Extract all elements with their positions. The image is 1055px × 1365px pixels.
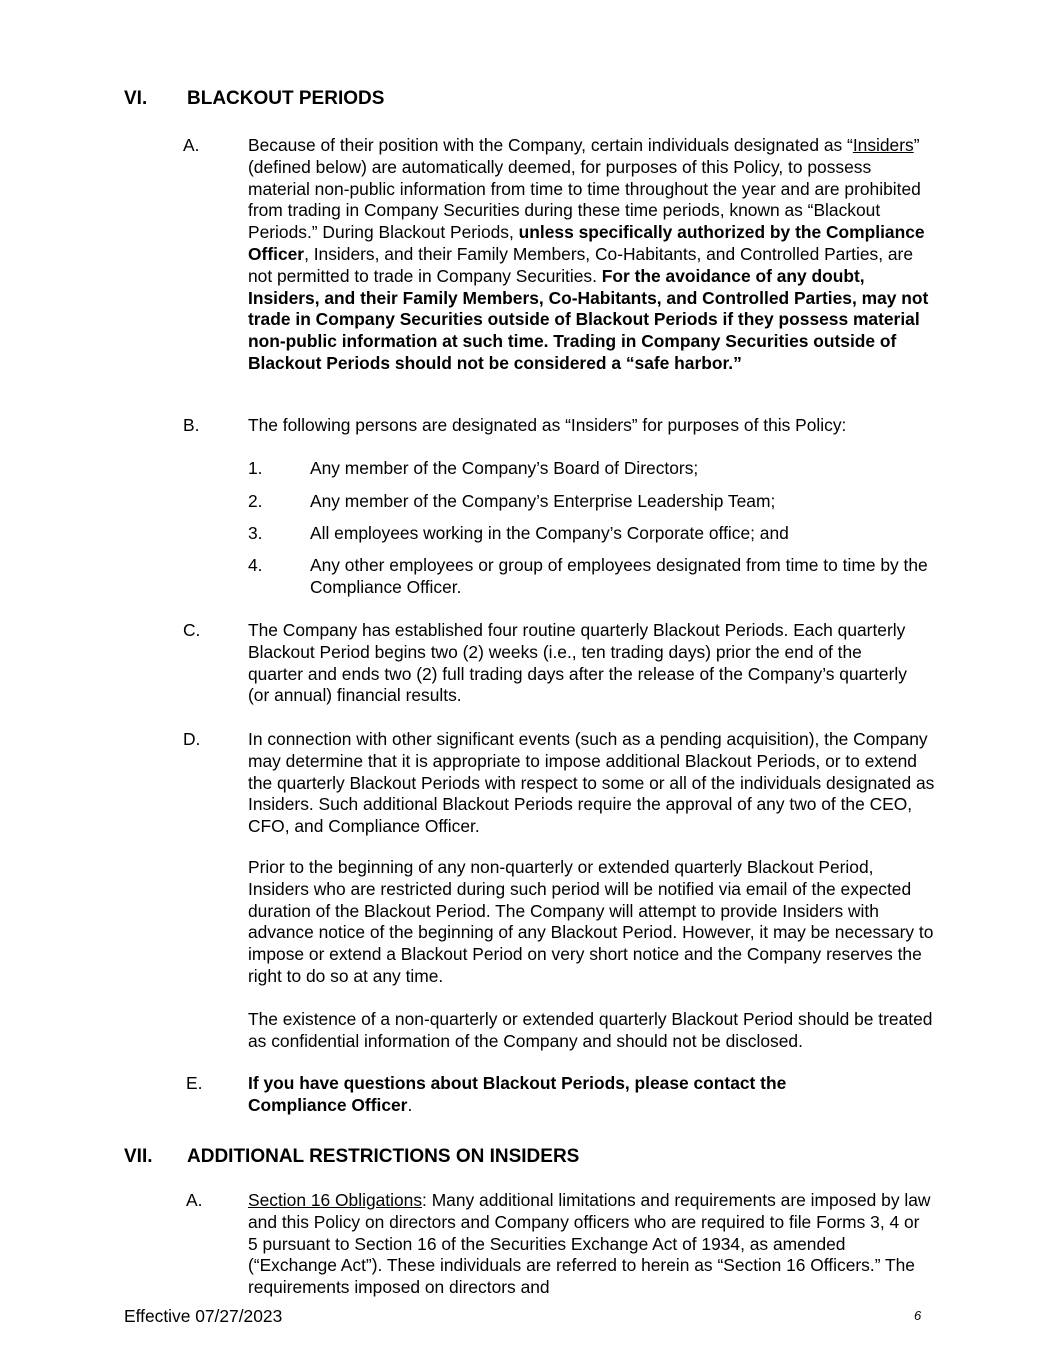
list-item: Any member of the Company’s Board of Directors; — [310, 458, 699, 478]
item-label-c: C. — [183, 620, 201, 640]
item-label-a: A. — [183, 135, 200, 155]
paragraph-c: The Company has established four routine quarterly Blackout Periods. Each quarterly Blackout Period begins two (2) weeks (i.e., ten trading days) prior the end of the quarter and ends two (2) full trading days after the release of the Company’s quarterly (or annual) financial results. — [248, 620, 907, 706]
section-number: VI. — [124, 88, 148, 109]
list-item-number: 3. — [248, 523, 263, 543]
item-label-e: E. — [186, 1073, 203, 1093]
section-heading-vii — [124, 1146, 579, 1168]
section-title: ADDITIONAL RESTRICTIONS ON INSIDERS — [187, 1146, 580, 1167]
list-item: Any member of the Company’s Enterprise Leadership Team; — [310, 491, 776, 511]
paragraph-a: Because of their position with the Company, certain individuals designated as “Insiders” (defined below) are automatically deemed, for purposes of this Policy, to possess material non-public information from time to time throughout the year and are prohibited from trading in Company Securities during these time periods, known as “Blackout Periods.” During Blackout Periods, unless specifically authorized by the Compliance Officer, Insiders, and their Family Members, Co-Habitants, and Controlled Parties, are not permitted to trade in Company Securities. For the avoidance of any doubt, Insiders, and their Family Members, Co-Habitants, and Controlled Parties, may not trade in Company Securities outside of Blackout Periods if they possess material non-public information at such time. Trading in Company Securities outside of Blackout Periods should not be considered a “safe harbor.” — [248, 135, 929, 373]
list-item-number: 2. — [248, 491, 263, 511]
paragraph-e: If you have questions about Blackout Periods, please contact the Compliance Officer. — [248, 1073, 787, 1115]
paragraph-b: The following persons are designated as “Insiders” for purposes of this Policy: — [248, 415, 847, 435]
paragraph-d1: In connection with other significant events (such as a pending acquisition), the Company may determine that it is appropriate to impose additional Blackout Periods, or to extend the quarterly Blackout Periods with respect to some or all of the individuals designated as Insiders. Such additional Blackout Periods require the approval of any two of the CEO, CFO, and Compliance Officer. — [248, 729, 935, 837]
page-number: 6 — [914, 1308, 922, 1323]
item-label-d: D. — [183, 729, 201, 749]
paragraph-vii-a: Section 16 Obligations: Many additional limitations and requirements are imposed by law and this Policy on directors and Company officers who are required to file Forms 3, 4 or 5 pursuant to Section 16 of the Securities Exchange Act of 1934, as amended (“Exchange Act”). These individuals are referred to herein as “Section 16 Officers.” The requirements imposed on directors and — [248, 1190, 931, 1298]
list-item: All employees working in the Company’s Corporate office; and — [310, 523, 789, 543]
item-label-b: B. — [183, 415, 200, 435]
section16-heading: Section 16 Obligations — [248, 1190, 423, 1210]
list-item-number: 4. — [248, 555, 263, 575]
paragraph-d2: Prior to the beginning of any non-quarterly or extended quarterly Blackout Period, Insiders who are restricted during such period will be notified via email of the expected duration of the Blackout Period. The Company will attempt to provide Insiders with advance notice of the beginning of any Blackout Period. However, it may be necessary to impose or extend a Blackout Period on very short notice and the Company reserves the right to do so at any time. — [248, 857, 934, 986]
list-item-number: 1. — [248, 458, 263, 478]
section-number: VII. — [124, 1146, 153, 1167]
insiders-defined-term: Insiders — [852, 135, 914, 155]
section-heading-vi — [124, 88, 384, 110]
paragraph-d3: The existence of a non-quarterly or extended quarterly Blackout Period should be treated as confidential information of the Company and should not be disclosed. — [248, 1009, 933, 1051]
list-item: Any other employees or group of employees designated from time to time by the Compliance Officer. — [310, 555, 928, 597]
item-label-vii-a: A. — [186, 1190, 203, 1210]
footer-effective-date: Effective 07/27/2023 — [124, 1306, 283, 1326]
section-title: BLACKOUT PERIODS — [187, 88, 385, 109]
